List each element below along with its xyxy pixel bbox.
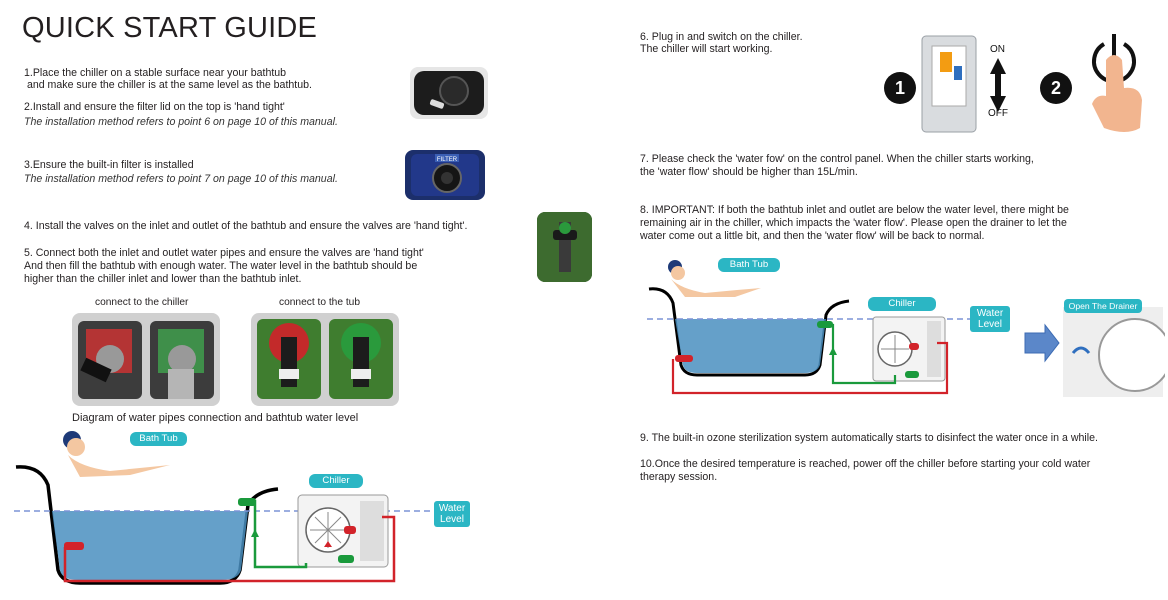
bath-tub-label-left: Bath Tub <box>130 432 187 446</box>
svg-text:2: 2 <box>1050 78 1062 98</box>
switch-off-label: OFF <box>988 108 1008 119</box>
arrow-up-icon <box>990 58 1006 74</box>
step-3-line-1: 3.Ensure the built-in filter is installed <box>24 159 194 171</box>
step-1-line-2: and make sure the chiller is at the same level as the bathtub. <box>24 79 312 91</box>
water-level-label-right <box>970 306 1010 332</box>
caption-connect-tub: connect to the tub <box>279 297 360 308</box>
caption-connect-chiller: connect to the chiller <box>95 297 189 308</box>
right-diagram <box>645 255 1165 405</box>
step-8-line-1: 8. IMPORTANT: If both the bathtub inlet and outlet are below the water level, there might be <box>640 204 1069 216</box>
arrow-right-icon <box>1025 325 1059 361</box>
water-word: Water <box>976 308 1004 319</box>
built-in-filter-photo <box>405 150 485 200</box>
chiller-label-left: Chiller <box>309 474 363 488</box>
step-9-line-1: 9. The built-in ozone sterilization system automatically starts to disinfect the water once in a while. <box>640 432 1098 444</box>
step-5-line-3: higher than the chiller inlet and lower than the bathtub inlet. <box>24 273 302 285</box>
step-4-line-1: 4. Install the valves on the inlet and outlet of the bathtub and ensure the valves are 'hand tight'. <box>24 220 468 232</box>
page-title: QUICK START GUIDE <box>22 12 318 44</box>
chiller-label-right: Chiller <box>868 297 936 311</box>
svg-text:1: 1 <box>894 78 906 98</box>
bath-tub-label-right: Bath Tub <box>718 258 780 272</box>
step-3-note: The installation method refers to point 7 on page 10 of this manual. <box>24 173 338 185</box>
step-8-line-2: remaining air in the chiller, which impacts the 'water flow'. Please open the drainer to let the <box>640 217 1067 229</box>
valve-photo <box>537 212 592 282</box>
water-level-label-left <box>434 501 470 527</box>
connect-tub-photo <box>251 313 399 406</box>
step-6-line-2: The chiller will start working. <box>640 43 773 55</box>
connect-chiller-photo <box>72 313 220 406</box>
step-2-note: The installation method refers to point 6 on page 10 of this manual. <box>24 116 338 128</box>
step-5-line-2: And then fill the bathtub with enough water. The water level in the bathtub should be <box>24 260 418 272</box>
step-7-line-2: the 'water flow' should be higher than 15L/min. <box>640 166 858 178</box>
level-word: Level <box>440 514 464 525</box>
step-10-line-1: 10.Once the desired temperature is reached, power off the chiller before starting your cold water <box>640 458 1091 470</box>
step-5-line-1: 5. Connect both the inlet and outlet water pipes and ensure the valves are 'hand tight' <box>24 247 424 259</box>
step-2-line-1: 2.Install and ensure the filter lid on the top is 'hand tight' <box>24 101 285 113</box>
diagram-title: Diagram of water pipes connection and bathtub water level <box>72 412 359 424</box>
filter-lid-photo <box>410 67 488 119</box>
step-10-line-2: therapy session. <box>640 471 718 483</box>
switch-illustration <box>878 30 1158 140</box>
filter-label: FILTER <box>436 157 458 163</box>
level-word: Level <box>978 319 1002 330</box>
step-6-line-1: 6. Plug in and switch on the chiller. <box>640 31 803 43</box>
step-7-line-1: 7. Please check the 'water fow' on the control panel. When the chiller starts working, <box>640 153 1034 165</box>
step-8-line-3: water come out a little bit, and then the 'water flow' will be back to normal. <box>640 230 985 242</box>
open-drainer-label: Open The Drainer <box>1064 299 1142 313</box>
step-1-line-1: 1.Place the chiller on a stable surface near your bathtub <box>24 67 287 79</box>
switch-on-label: ON <box>990 44 1005 55</box>
water-word: Water <box>438 503 466 514</box>
